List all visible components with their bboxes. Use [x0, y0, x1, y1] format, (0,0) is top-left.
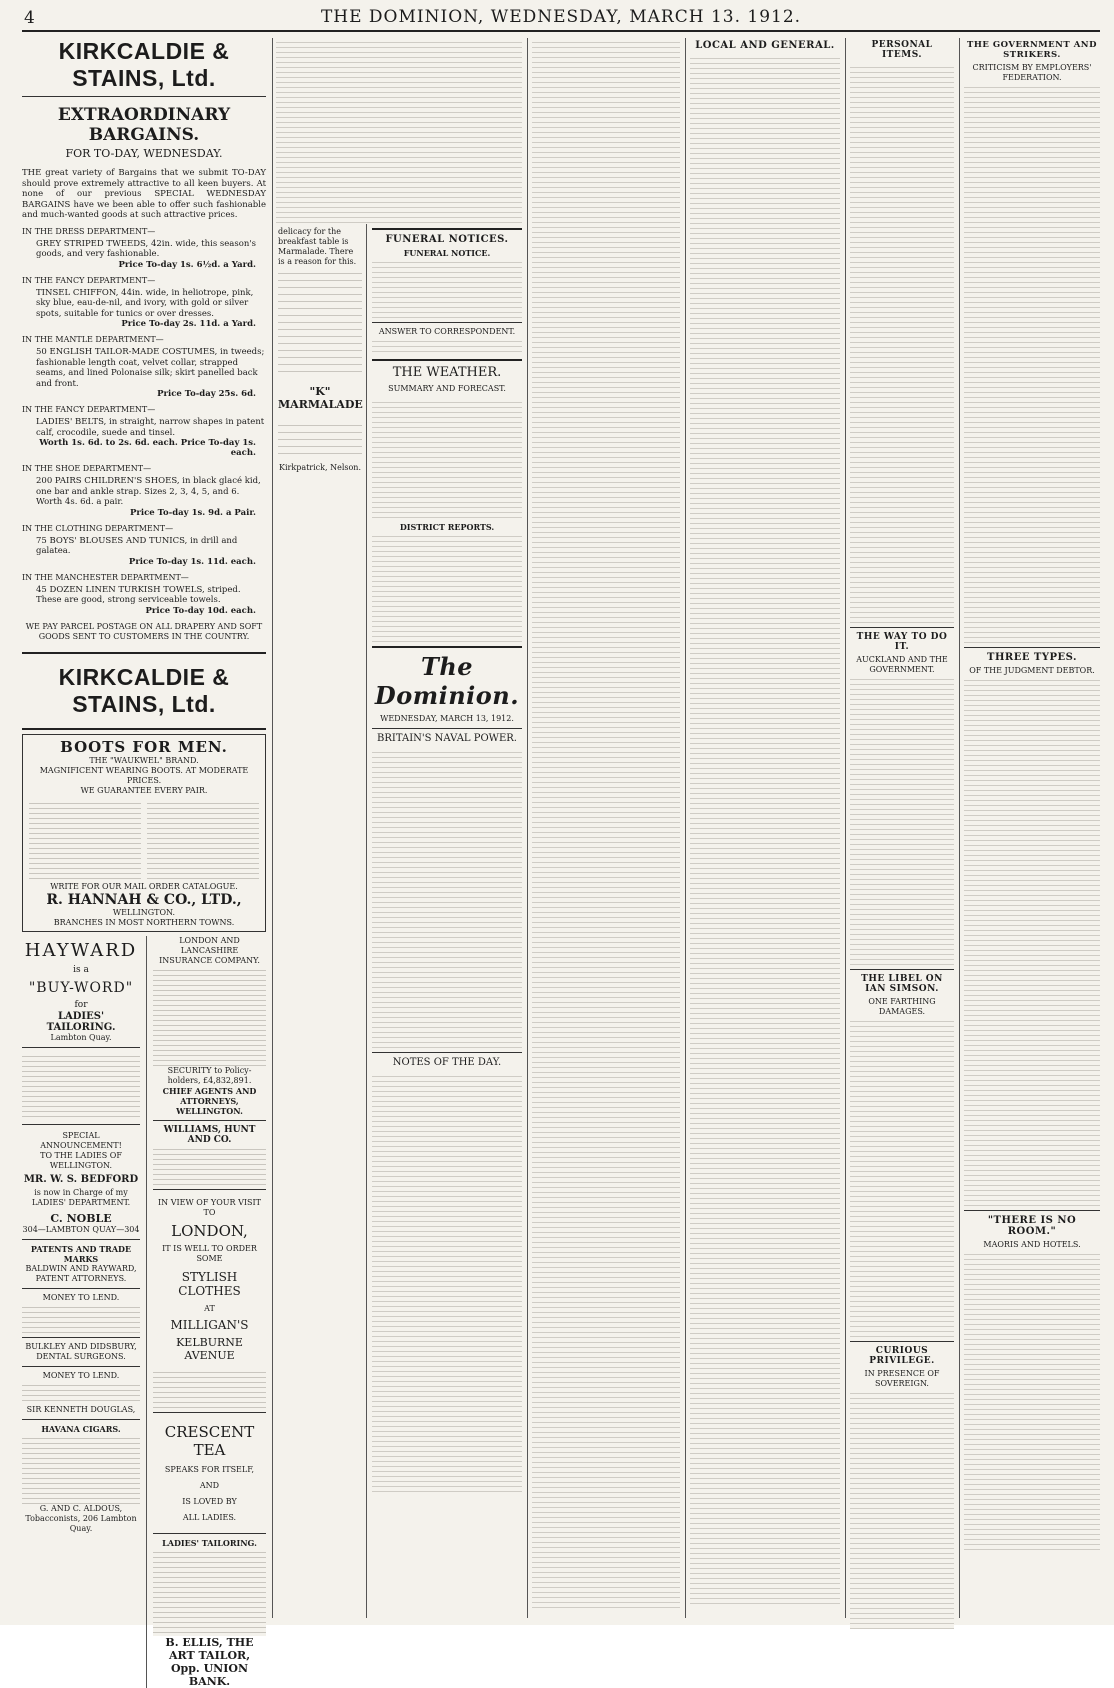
bargains-subheading: FOR TO-DAY, WEDNESDAY. [65, 147, 223, 160]
postage-note: WE PAY PARCEL POSTAGE ON ALL DRAPERY AND SOFT GOODS SENT TO CUSTOMERS IN THE COUNTRY. [25, 621, 263, 641]
ladies-tailoring-2: LADIES' TAILORING. [162, 1537, 257, 1548]
naval-power-heading: BRITAIN'S NAVAL POWER. [377, 733, 517, 744]
answer-correspondent: ANSWER TO CORRESPONDENT. [378, 327, 516, 336]
dominion-date: WEDNESDAY, MARCH 13, 1912. [380, 714, 514, 723]
department-name: IN THE DRESS DEPARTMENT— [22, 226, 156, 236]
boots-brand: THE "WAUKWEL" BRAND. [89, 755, 199, 765]
boots-guarantee: WE GUARANTEE EVERY PAIR. [80, 785, 208, 795]
department-name: IN THE CLOTHING DEPARTMENT— [22, 523, 174, 533]
at-word: AT [204, 1303, 215, 1313]
kirkpatrick: Kirkpatrick, Nelson. [278, 463, 362, 472]
baldwin-name: BALDWIN AND RAYWARD, [25, 1263, 137, 1273]
buy-word: "BUY-WORD" [28, 979, 134, 996]
lambton-quay: Lambton Quay. [50, 1032, 112, 1042]
column-rule [527, 38, 528, 1618]
judgment-debtor: OF THE JUDGMENT DEBTOR. [969, 666, 1095, 675]
masthead: THE DOMINION, WEDNESDAY, MARCH 13. 1912. [320, 7, 802, 27]
department-entry [22, 335, 266, 399]
personal-items-heading: PERSONAL ITEMS. [871, 40, 933, 60]
department-entry [22, 573, 266, 616]
department-name: IN THE MANTLE DEPARTMENT— [22, 335, 164, 344]
weather-heading: THE WEATHER. [392, 365, 502, 380]
london-word: LONDON, [171, 1221, 248, 1240]
patents-heading: PATENTS AND TRADE MARKS [30, 1243, 132, 1264]
money-to-lend-2: MONEY TO LEND. [42, 1370, 120, 1380]
hannah-city: WELLINGTON. [112, 907, 176, 917]
k-marmalade: "K" MARMALADE [278, 385, 363, 411]
noble-address: 304—LAMBTON QUAY—304 [22, 1224, 140, 1234]
chief-agents: CHIEF AGENTS AND ATTORNEYS, WELLINGTON. [162, 1085, 257, 1116]
kirkcaldie-title: KIRKCALDIE & STAINS, Ltd. [58, 38, 230, 91]
department-entry [22, 405, 266, 458]
right-ads-stack [153, 936, 266, 1688]
article-text-block [276, 38, 522, 224]
department-item: 200 PAIRS CHILDREN'S SHOES, in black glacé kid, one bar and ankle strap. Sizes 2, 3, 4, 5, and 6. Worth 4s. 6d. a pair. [36, 476, 261, 507]
department-price: Price To-day 2s. 11d. a Yard. [121, 319, 256, 329]
bedford-name: MR. W. S. BEDFORD [23, 1173, 139, 1185]
department-entry [22, 524, 266, 567]
department-price: Price To-day 1s. 9d. a Pair. [130, 507, 256, 518]
column-personal [850, 38, 954, 1618]
department-price: Worth 1s. 6d. to 2s. 6d. each. Price To-day 1s. each. [39, 438, 256, 458]
crescent-tea: CRESCENT TEA [164, 1422, 255, 1459]
department-name: IN THE MANCHESTER DEPARTMENT— [22, 572, 189, 582]
bargains-intro: THE great variety of Bargains that we submit TO-DAY should prove extremely attractive to all keen buyers. At none of our previous SPECIAL WEDNESDAY BARGAINS have we been able to offer such fashionable and much-wanted goods at such attractive prices. [22, 168, 266, 220]
department-item: LADIES' BELTS, in straight, narrow shapes in patent calf, crocodile, suede and tinsel. [36, 417, 265, 438]
no-room-heading: "THERE IS NO ROOM." [987, 1215, 1077, 1237]
crescent-sub: SPEAKS FOR ITSELF, [164, 1464, 255, 1474]
ellis-tailor: B. ELLIS, THE ART TAILOR, Opp. UNION BANK. [165, 1635, 254, 1688]
catalogue-note: WRITE FOR OUR MAIL ORDER CATALOGUE. [50, 881, 238, 891]
hannah-branches: BRANCHES IN MOST NORTHERN TOWNS. [53, 917, 235, 927]
department-item: 50 ENGLISH TAILOR-MADE COSTUMES, in tweeds; fashionable length coat, velvet collar, strapped seams, and lined Polonaise silk; skirt panelled back and front. [36, 347, 265, 389]
department-name: IN THE FANCY DEPARTMENT— [22, 275, 156, 285]
department-price: Price To-day 25s. 6d. [157, 389, 256, 399]
kirkcaldie-title-2: KIRKCALDIE & STAINS, Ltd. [58, 663, 230, 717]
aldous-tobacconists: G. AND C. ALDOUS, Tobacconists, 206 Lambton Quay. [25, 1503, 137, 1533]
money-to-lend: MONEY TO LEND. [42, 1292, 120, 1302]
department-item: 45 DOZEN LINEN TURKISH TOWELS, striped. These are good, strong serviceable towels. [36, 584, 241, 605]
to-ladies: TO THE LADIES OF WELLINGTON. [40, 1150, 122, 1170]
department-price: Price To-day 10d. each. [145, 605, 256, 616]
department-entry [22, 227, 266, 270]
weather-sub: SUMMARY AND FORECAST. [388, 384, 506, 393]
hayward-name: HAYWARD [24, 939, 138, 961]
hayward-for: for [74, 999, 88, 1010]
department-price: Price To-day 1s. 11d. each. [128, 556, 256, 567]
column-rule [366, 38, 367, 1618]
all-ladies: ALL LADIES. [182, 1512, 237, 1522]
department-entry [22, 276, 266, 330]
ladies-tailoring: LADIES' TAILORING. [46, 1010, 116, 1033]
column-strikers [964, 38, 1100, 1618]
havana-cigars: HAVANA CIGARS. [41, 1423, 121, 1434]
department-price: Price To-day 1s. 6½d. a Yard. [118, 259, 256, 270]
london-insurance: LONDON AND LANCASHIRE INSURANCE COMPANY. [159, 935, 260, 965]
kelburne-avenue: KELBURNE AVENUE [176, 1335, 243, 1362]
loved-by: IS LOVED BY [182, 1496, 237, 1506]
local-general-heading: LOCAL AND GENERAL. [695, 40, 835, 51]
column-editorial-2 [532, 38, 680, 1618]
visit-line: IN VIEW OF YOUR VISIT TO [158, 1197, 261, 1217]
stylish-clothes: STYLISH CLOTHES [178, 1269, 241, 1298]
boots-ad [22, 734, 266, 932]
hannah-name: R. HANNAH & CO., LTD., [46, 891, 242, 908]
funeral-notices-heading: FUNERAL NOTICES. [385, 234, 509, 245]
bulkley-dentists: BULKLEY AND DIDSBURY, DENTAL SURGEONS. [25, 1341, 137, 1361]
article-text-block [532, 38, 680, 1608]
column-local [690, 38, 840, 1618]
way-to-do-it-heading: THE WAY TO DO IT. [856, 632, 948, 652]
department-list [22, 227, 266, 616]
presence-sovereign: IN PRESENCE OF SOVEREIGN. [864, 1369, 940, 1388]
department-item: TINSEL CHIFFON, 44in. wide, in heliotrope, pink, sky blue, eau-de-nil, and ivory, with gold or silver spots, suitable for tunics or over dresses. [36, 287, 254, 319]
column-rule [272, 38, 273, 1618]
department-item: GREY STRIPED TWEEDS, 42in. wide, this season's goods, and very fashionable. [36, 238, 257, 259]
column-rule [845, 38, 846, 1618]
boots-title: BOOTS FOR MEN. [60, 737, 228, 756]
and-word: AND [199, 1480, 220, 1490]
dominion-nameplate: The Dominion. [374, 652, 520, 710]
milligans: MILLIGAN'S [170, 1317, 249, 1332]
column-editorial [372, 38, 522, 1618]
funeral-notice: FUNERAL NOTICE. [403, 248, 491, 258]
district-reports: DISTRICT REPORTS. [399, 522, 495, 532]
kenneth-douglas: SIR KENNETH DOUGLAS, [26, 1404, 136, 1414]
bargains-heading: EXTRAORDINARY BARGAINS. [57, 105, 231, 145]
auckland-government: AUCKLAND AND THE GOVERNMENT. [856, 655, 948, 674]
left-ads-stack [22, 936, 140, 1688]
criticism-sub: CRITICISM BY EMPLOYERS' FEDERATION. [972, 63, 1092, 82]
boots-price-list [29, 799, 259, 879]
curious-privilege-heading: CURIOUS PRIVILEGE. [869, 1346, 935, 1366]
notes-heading: NOTES OF THE DAY. [392, 1057, 502, 1068]
libel-heading: THE LIBEL ON IAN SIMSON. [861, 974, 943, 994]
three-types-heading: THREE TYPES. [987, 652, 1077, 663]
boots-line: MAGNIFICENT WEARING BOOTS. AT MODERATE PRICES. [39, 765, 249, 785]
page-number: 4 [24, 8, 35, 28]
department-name: IN THE SHOE DEPARTMENT— [22, 464, 152, 473]
farthing-damages: ONE FARTHING DAMAGES. [868, 997, 936, 1016]
patent-attorneys: PATENT ATTORNEYS. [35, 1273, 127, 1283]
bedford-desc: is now in Charge of my LADIES' DEPARTMENT. [31, 1187, 131, 1207]
hayward-is: is a [73, 964, 89, 975]
column-rule [959, 38, 960, 1618]
column-advertisements [22, 38, 266, 1688]
department-item: 75 BOYS' BLOUSES AND TUNICS, in drill and galatea. [36, 535, 238, 556]
order-line: IT IS WELL TO ORDER SOME [162, 1243, 257, 1263]
column-rule [685, 38, 686, 1618]
noble-name: C. NOBLE [50, 1211, 112, 1225]
breakfast-body: delicacy for the breakfast table is Marmalade. There is a reason for this. [278, 227, 357, 266]
insurance-security: SECURITY to Policy-holders, £4,832,891. [167, 1065, 252, 1085]
govt-strikers-heading: THE GOVERNMENT AND STRIKERS. [967, 40, 1097, 60]
maoris-hotels: MAORIS AND HOTELS. [983, 1240, 1081, 1249]
special-announcement: SPECIAL ANNOUNCEMENT! [40, 1130, 122, 1150]
williams-hunt: WILLIAMS, HUNT AND CO. [163, 1124, 256, 1145]
department-entry [22, 464, 266, 518]
department-name: IN THE FANCY DEPARTMENT— [22, 405, 156, 414]
article-text-block [690, 54, 840, 1604]
page-header [22, 6, 1100, 32]
